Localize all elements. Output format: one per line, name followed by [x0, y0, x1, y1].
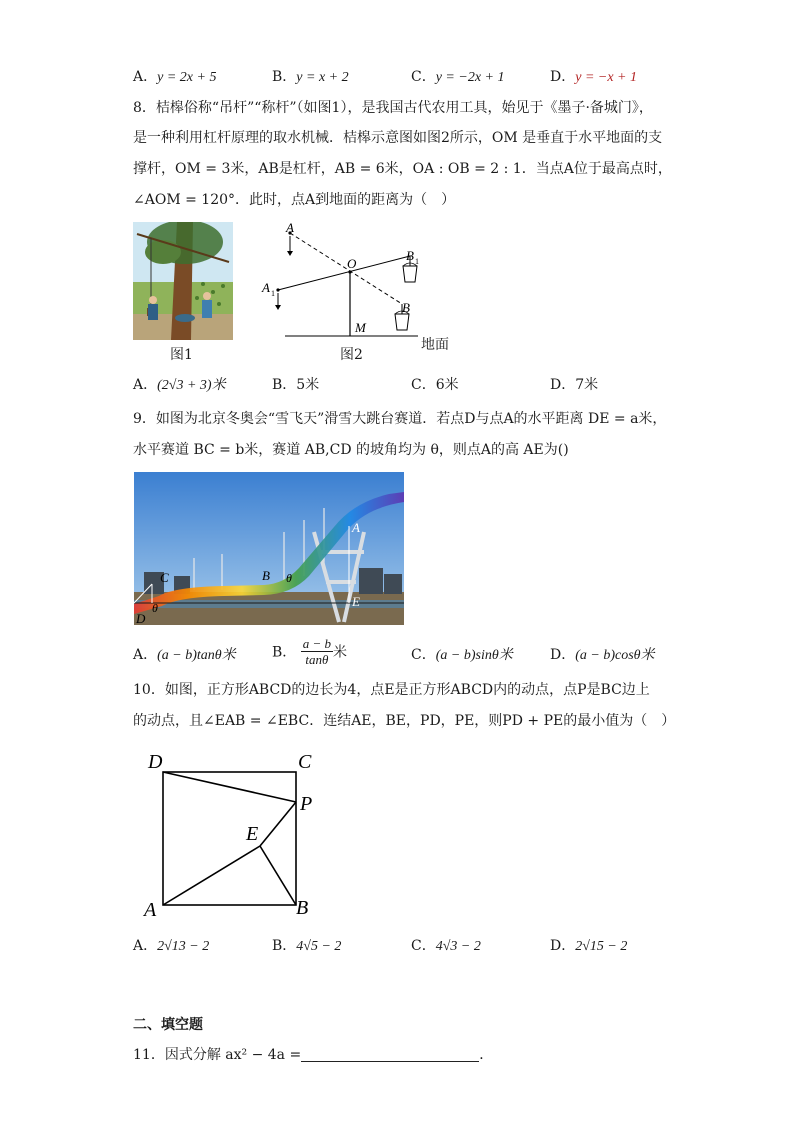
q9-option-c: C．(a − b)sinθ米 — [411, 647, 513, 663]
q10-text-line1: 10．如图，正方形ABCD的边长为4，点E是正方形ABCD内的动点，点P是BC边上 — [133, 682, 650, 698]
q10-label-c: C — [298, 751, 312, 773]
q10-option-d: D．2√15 − 2 — [550, 938, 628, 954]
q10-label-a: A — [144, 899, 157, 920]
q8-fig2-label-b1: B — [406, 248, 414, 263]
q8-fig2-label-a1: A — [262, 280, 270, 295]
q9-ski-jump-photo — [134, 472, 404, 625]
q8-fig2-label-m: M — [355, 320, 366, 335]
section-heading-fill-in: 二、填空题 — [133, 1017, 203, 1033]
q10-label-b: B — [296, 897, 309, 919]
q11-line — [133, 1045, 493, 1065]
q8-text-line1: 8．桔槔俗称“吊杆”“称杆”（如图1），是我国古代农用工具，始见于《墨子·备城门》， — [133, 100, 653, 116]
q8-figure2-diagram — [260, 220, 460, 350]
q9-option-b: B． $\frac{a - b}{\tan\theta}$ 米 — [272, 636, 348, 667]
q9-text-line1: 9．如图为北京冬奥会“雪飞天”滑雪大跳台赛道．若点D与点A的水平距离 DE = a米， — [133, 411, 667, 427]
q8-option-a: A．(2√3 + 3)米 — [133, 377, 226, 393]
q8-fig2-label-b: B — [402, 300, 410, 315]
q8-figure2-caption: 图2 — [340, 347, 363, 363]
q11-suffix: ． — [479, 1047, 494, 1063]
q8-option-c: C．6米 — [411, 377, 459, 393]
q9-label-a: A — [352, 520, 360, 535]
q10-label-e: E — [246, 823, 259, 845]
q9-label-c: C — [160, 570, 169, 585]
q9-option-d: D．(a − b)cosθ米 — [550, 647, 655, 663]
q8-text-line3: 撑杆，OM = 3米，AB是杠杆，AB = 6米，OA : OB = 2 : 1．当点A位于最高点时， — [133, 161, 672, 177]
q10-option-a: A．2√13 − 2 — [133, 938, 210, 954]
q10-text-line2: 的动点，且∠EAB = ∠EBC．连结AE，BE，PD，PE，则PD + PE的最小值为（ ） — [133, 713, 676, 729]
q9-label-d: D — [136, 611, 146, 625]
q9-label-theta-b: θ — [286, 571, 292, 585]
q9-label-theta-d: θ — [152, 601, 158, 615]
q7-option-b: B．y = x + 2 — [272, 69, 349, 85]
q9-option-b-numerator: a − b — [302, 636, 332, 651]
q10-option-c: C．4√3 − 2 — [411, 938, 481, 954]
q8-option-d: D．7米 — [550, 377, 599, 393]
q8-fig2-label-b1-subscript: 1 — [415, 257, 419, 266]
q9-option-a: A．(a − b)tanθ米 — [133, 647, 236, 663]
q8-option-b: B．5米 — [272, 377, 320, 393]
q8-figure1-caption: 图1 — [170, 347, 193, 363]
q11-answer-blank[interactable] — [301, 1047, 479, 1062]
q10-label-p: P — [300, 793, 313, 815]
q7-option-d: D．y = −x + 1 — [550, 69, 638, 85]
q10-option-b: B．4√5 − 2 — [272, 938, 342, 954]
q8-text-line4: ∠AOM = 120°．此时，点A到地面的距离为（ ） — [133, 192, 456, 208]
q10-label-d: D — [148, 751, 163, 773]
q8-ground-label: 地面 — [421, 337, 449, 353]
q11-prefix: 11．因式分解 ax² − 4a = — [133, 1047, 302, 1063]
q7-option-a: A．y = 2x + 5 — [133, 69, 217, 85]
q9-label-e: E — [352, 594, 360, 609]
q8-fig2-label-o: O — [347, 256, 357, 271]
q8-fig2-label-a: A — [286, 220, 294, 235]
q10-square-figure — [140, 748, 330, 920]
q9-label-b: B — [262, 568, 270, 583]
q7-option-c: C．y = −2x + 1 — [411, 69, 505, 85]
q8-text-line2: 是一种利用杠杆原理的取水机械．桔槔示意图如图2所示，OM 是垂直于水平地面的支 — [133, 130, 663, 146]
q9-option-b-denominator: tanθ — [305, 652, 329, 667]
q8-fig2-label-a1-subscript: 1 — [271, 289, 275, 298]
q8-figure1-illustration — [133, 222, 233, 340]
q9-text-line2: 水平赛道 BC = b米，赛道 AB,CD 的坡角均为 θ，则点A的高 AE为() — [133, 442, 569, 458]
